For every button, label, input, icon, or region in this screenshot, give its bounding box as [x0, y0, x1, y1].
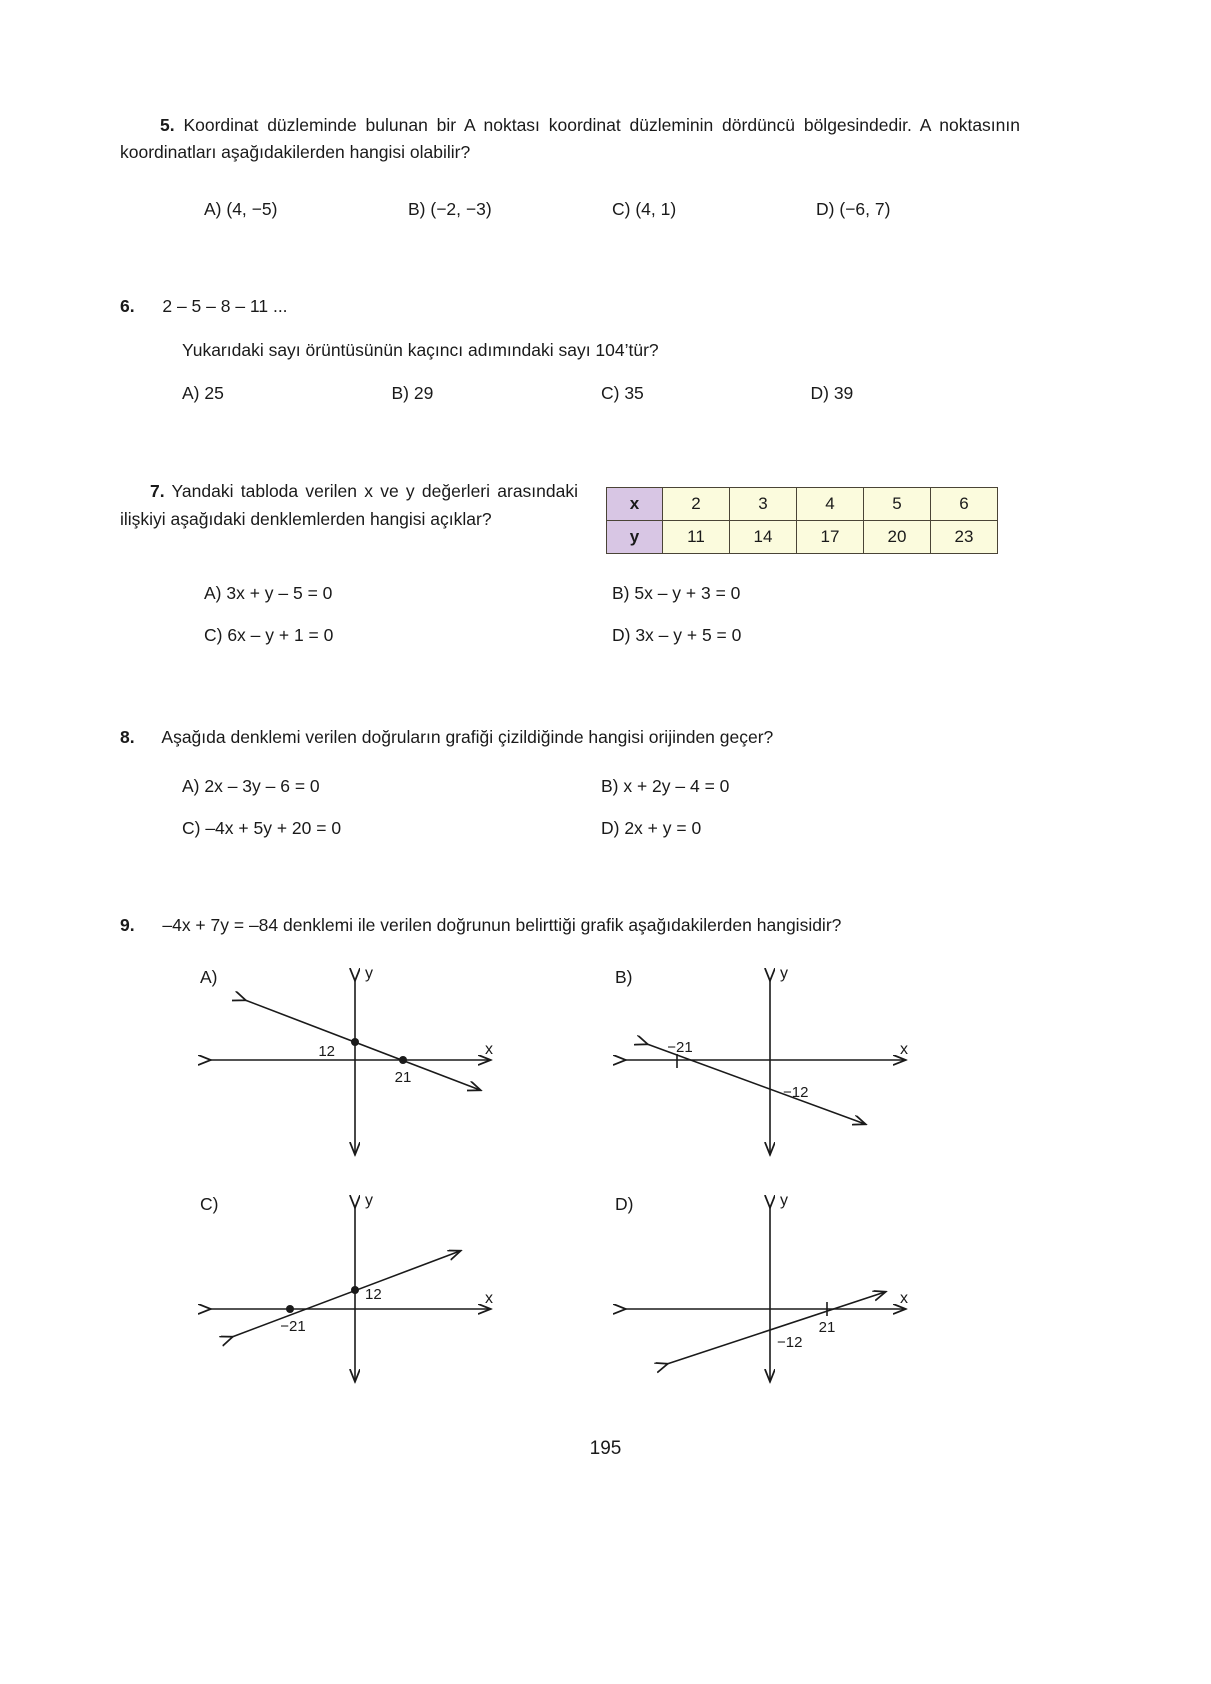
graph-b-y-axis-label: y [780, 964, 788, 982]
graph-a [190, 962, 520, 1167]
question-9 [120, 912, 1020, 1393]
question-9-body [120, 912, 1020, 939]
table-cell-x-2: 4 [797, 487, 864, 520]
question-6-option-b[interactable]: B) 29 [391, 382, 434, 403]
question-9-option-c-label: C) [200, 1193, 219, 1214]
question-5-option-a[interactable]: A) (4, −5) [204, 199, 278, 220]
table-cell-x-3: 5 [864, 487, 931, 520]
table-header-y: y [607, 520, 663, 553]
question-5-option-b[interactable]: B) (−2, −3) [408, 199, 492, 220]
question-5-body [120, 112, 1020, 166]
graph-d-y-axis-label: y [780, 1191, 788, 1209]
question-8-number: 8. [120, 727, 135, 747]
question-7-options [204, 580, 1020, 649]
graph-a-x-axis-label: x [485, 1040, 493, 1058]
graph-d-x-axis-label: x [900, 1289, 908, 1307]
question-6-option-a[interactable]: A) 25 [182, 382, 224, 403]
question-8-option-b[interactable]: B) x + 2y – 4 = 0 [601, 776, 730, 797]
question-6-body [120, 293, 1020, 320]
question-7 [120, 477, 1020, 649]
question-8-text: Aşağıda denklemi verilen doğruların grafiği çizildiğinde hangisi orijinden geçer? [161, 727, 774, 747]
question-5-options [204, 196, 1020, 223]
graph-c-y-intercept-label: 12 [365, 1285, 382, 1303]
graph-b-x-intercept-label: −21 [667, 1038, 693, 1056]
graph-b-x-axis-label: x [900, 1040, 908, 1058]
table-cell-y-2: 17 [797, 520, 864, 553]
question-8-body [120, 724, 1020, 751]
graph-d-x-intercept-label: 21 [818, 1318, 836, 1336]
table-header-x: x [607, 487, 663, 520]
table-cell-y-0: 11 [663, 520, 730, 553]
question-9-option-b-label: B) [615, 966, 633, 987]
graph-c-x-intercept-label: −21 [280, 1317, 306, 1335]
table-cell-x-4: 6 [931, 487, 998, 520]
graph-b [605, 962, 935, 1167]
graph-d [605, 1189, 935, 1394]
table-cell-y-3: 20 [864, 520, 931, 553]
page-number: 195 [589, 1438, 622, 1459]
question-6-subtext: Yukarıdaki sayı örüntüsünün kaçıncı adımındaki sayı 104’tür? [182, 339, 659, 360]
question-7-option-a[interactable]: A) 3x + y – 5 = 0 [204, 582, 333, 603]
question-6-text: 2 – 5 – 8 – 11 ... [162, 296, 288, 317]
table-cell-x-0: 2 [663, 487, 730, 520]
table-row-y [607, 520, 998, 553]
question-6-options [182, 380, 1020, 407]
question-9-number: 9. [120, 915, 135, 936]
question-9-option-a[interactable] [190, 962, 605, 1167]
question-7-option-b[interactable]: B) 5x – y + 3 = 0 [612, 582, 741, 603]
question-8 [120, 724, 1020, 842]
question-6-option-d[interactable]: D) 39 [810, 382, 854, 403]
question-9-text: –4x + 7y = –84 denklemi ile verilen doğrunun belirttiği grafik aşağıdakilerden hangisidir? [162, 915, 842, 936]
question-7-body [120, 477, 578, 534]
xy-value-table [606, 487, 998, 554]
table-cell-x-1: 3 [730, 487, 797, 520]
graph-a-y-axis-label: y [365, 964, 373, 982]
graph-c-y-axis-label: y [365, 1191, 373, 1209]
question-6 [120, 293, 1020, 406]
question-7-table-wrapper [606, 477, 998, 554]
question-8-option-a[interactable]: A) 2x – 3y – 6 = 0 [182, 776, 320, 797]
graph-d-y-intercept-label: −12 [777, 1333, 803, 1351]
question-9-option-d[interactable] [605, 1189, 1020, 1394]
question-5-text: Koordinat düzleminde bulunan bir A noktası koordinat düzleminin dördüncü bölgesindedir. A noktasının koordinatları aşağıdakilerden hangisi olabilir? [120, 115, 1020, 163]
question-5 [120, 112, 1020, 223]
question-8-options [182, 773, 1020, 842]
question-6-option-c[interactable]: C) 35 [601, 382, 644, 403]
question-5-option-c[interactable]: C) (4, 1) [612, 199, 677, 220]
question-9-graph-options [190, 962, 1020, 1394]
table-row-x [607, 487, 998, 520]
question-8-option-c[interactable]: C) –4x + 5y + 20 = 0 [182, 818, 342, 839]
question-5-option-d[interactable]: D) (−6, 7) [816, 199, 891, 220]
graph-a-x-intercept-label: 21 [394, 1068, 412, 1086]
table-cell-y-1: 14 [730, 520, 797, 553]
question-9-option-b[interactable] [605, 962, 1020, 1167]
graph-b-y-intercept-label: −12 [783, 1083, 809, 1101]
question-6-number: 6. [120, 296, 135, 317]
question-9-option-a-label: A) [200, 966, 218, 987]
graph-a-y-intercept-label: 12 [318, 1042, 335, 1060]
question-7-option-c[interactable]: C) 6x – y + 1 = 0 [204, 624, 334, 645]
question-7-option-d[interactable]: D) 3x – y + 5 = 0 [612, 624, 742, 645]
question-7-number: 7. [150, 480, 165, 501]
question-7-text: Yandaki tabloda verilen x ve y değerleri arasındaki ilişkiyi aşağıdaki denklemlerden hangisi açıklar? [120, 480, 578, 530]
question-5-number: 5. [160, 115, 175, 135]
graph-c-x-axis-label: x [485, 1289, 493, 1307]
question-9-option-d-label: D) [615, 1193, 634, 1214]
page-content [120, 112, 1020, 1394]
graph-c [190, 1189, 520, 1394]
table-cell-y-4: 23 [931, 520, 998, 553]
question-9-option-c[interactable] [190, 1189, 605, 1394]
question-8-option-d[interactable]: D) 2x + y = 0 [601, 818, 702, 839]
